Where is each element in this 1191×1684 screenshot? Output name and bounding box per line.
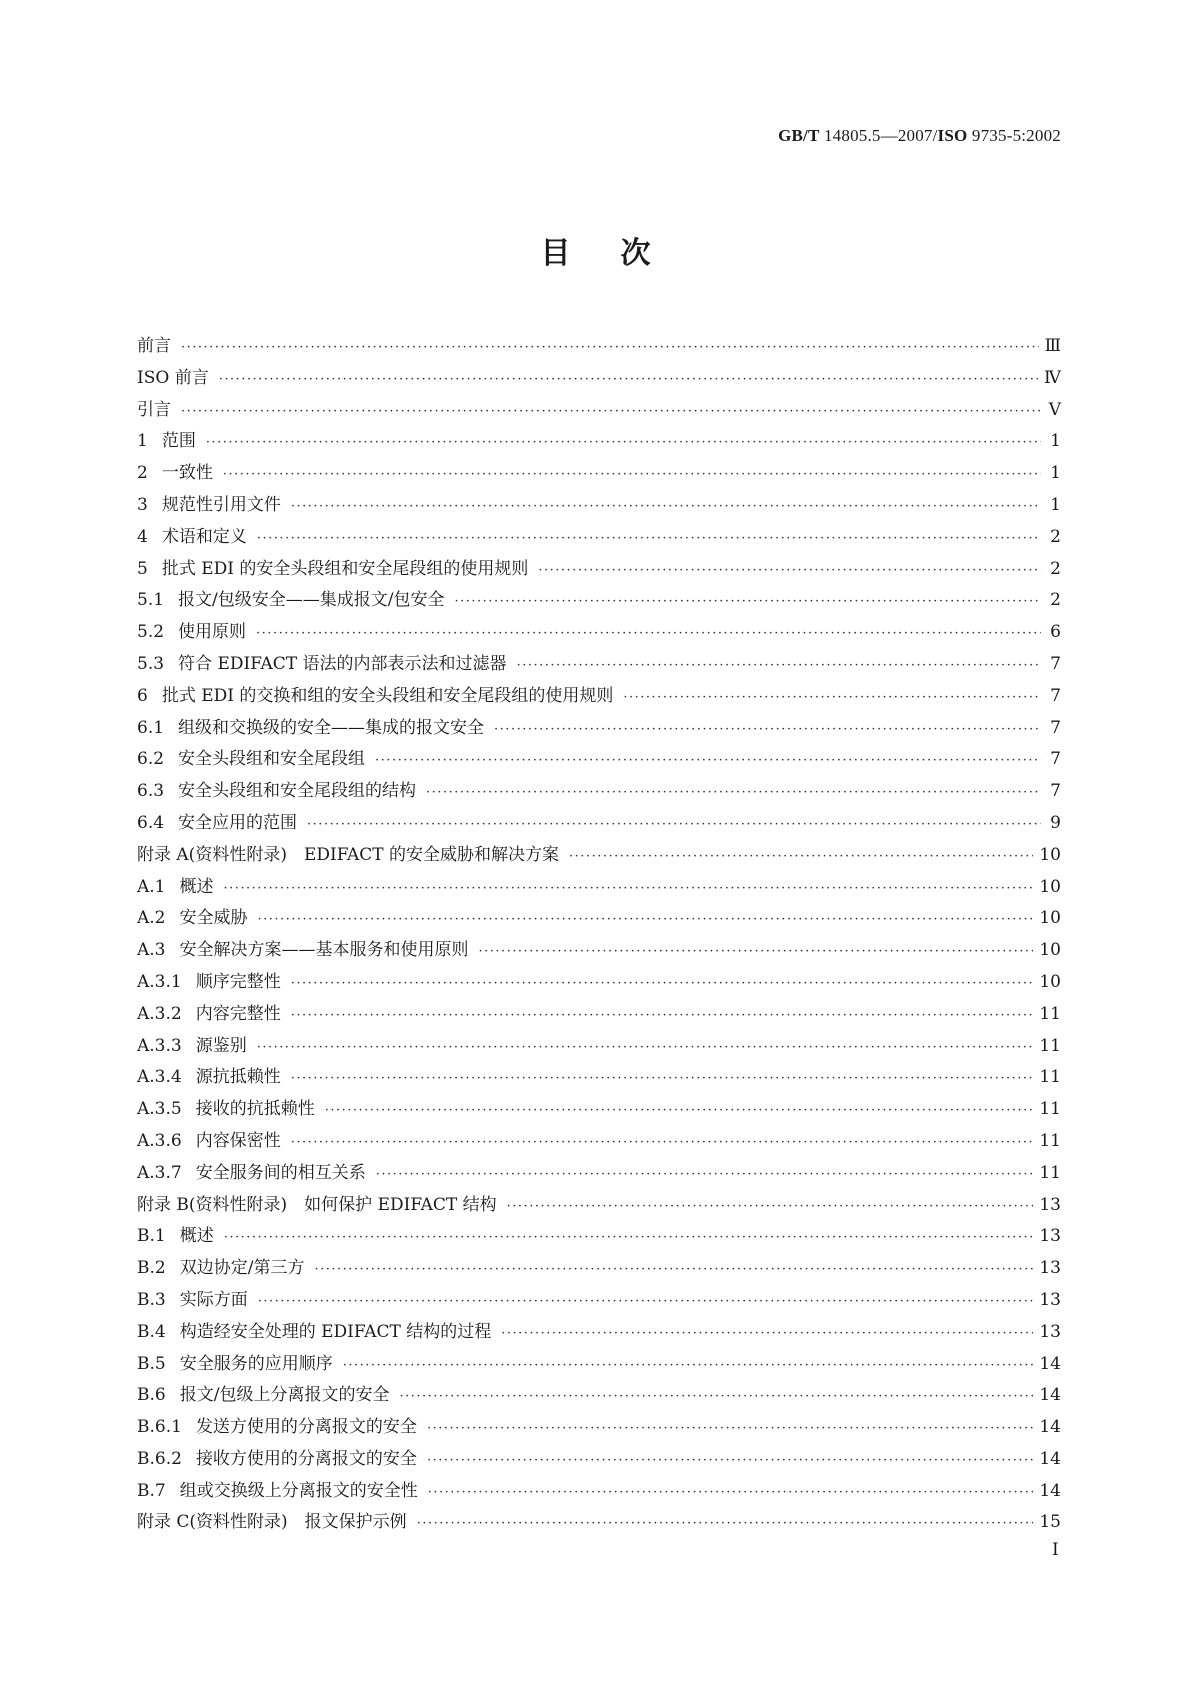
toc-dot-leader xyxy=(256,626,1041,641)
toc-entry-title xyxy=(137,744,365,769)
toc-entry-page: 13 xyxy=(1039,1321,1061,1342)
toc-entry[interactable] xyxy=(137,1476,1061,1508)
toc-entry-label: 安全服务间的相互关系 xyxy=(195,1162,366,1183)
toc-entry-number: 3 xyxy=(137,494,148,515)
table-of-contents xyxy=(137,331,1061,1539)
toc-entry-label: 附录 C(资料性附录) 报文保护示例 xyxy=(137,1512,407,1533)
toc-entry-title xyxy=(137,1507,407,1532)
toc-dot-leader xyxy=(623,690,1041,705)
toc-dot-leader xyxy=(291,976,1034,991)
toc-entry-page: Ⅴ xyxy=(1048,399,1061,420)
toc-entry[interactable] xyxy=(137,808,1061,840)
toc-entry-number: 5.3 xyxy=(137,653,165,674)
toc-dot-leader xyxy=(569,849,1033,864)
toc-dot-leader xyxy=(376,1167,1034,1182)
toc-entry[interactable] xyxy=(137,1158,1061,1190)
toc-entry-title xyxy=(137,1476,418,1501)
toc-entry-number: A.2 xyxy=(137,908,166,929)
toc-entry[interactable] xyxy=(137,458,1061,490)
toc-entry-label: 一致性 xyxy=(161,463,213,484)
toc-entry-title xyxy=(137,999,281,1024)
toc-dot-leader xyxy=(399,1389,1033,1404)
toc-dot-leader xyxy=(291,1008,1034,1023)
toc-dot-leader xyxy=(538,563,1041,578)
toc-dot-leader xyxy=(426,785,1041,800)
toc-dot-leader xyxy=(307,817,1041,832)
toc-entry-title xyxy=(137,649,507,674)
toc-entry-title xyxy=(137,1380,389,1405)
toc-entry-label: 源抗抵赖性 xyxy=(195,1067,281,1088)
toc-entry[interactable] xyxy=(137,872,1061,904)
toc-entry-page: 11 xyxy=(1039,1130,1061,1151)
toc-dot-leader xyxy=(291,1135,1034,1150)
toc-entry-number: A.1 xyxy=(137,876,166,897)
toc-entry-label: ISO 前言 xyxy=(137,367,209,388)
toc-entry-page: 10 xyxy=(1039,844,1061,865)
toc-entry-page: 6 xyxy=(1050,622,1061,643)
toc-entry-page: 11 xyxy=(1039,1003,1061,1024)
toc-entry-number: A.3.6 xyxy=(137,1130,182,1151)
toc-entry-title xyxy=(137,1062,281,1087)
toc-entry-number: B.1 xyxy=(137,1226,166,1247)
toc-entry-title xyxy=(137,1349,333,1374)
toc-entry-page: 2 xyxy=(1050,526,1061,547)
toc-entry[interactable] xyxy=(137,1221,1061,1253)
toc-entry[interactable] xyxy=(137,1062,1061,1094)
toc-dot-leader xyxy=(219,372,1038,387)
toc-entry-number: B.7 xyxy=(137,1480,166,1501)
toc-entry[interactable] xyxy=(137,1126,1061,1158)
toc-entry-page: 13 xyxy=(1039,1226,1061,1247)
toc-entry-number: A.3.2 xyxy=(137,1003,182,1024)
toc-entry-title xyxy=(137,840,559,865)
toc-entry[interactable] xyxy=(137,363,1061,395)
toc-dot-leader xyxy=(517,658,1041,673)
toc-entry-page: 7 xyxy=(1050,781,1061,802)
toc-entry-page: 1 xyxy=(1050,431,1061,452)
toc-entry[interactable] xyxy=(137,1253,1061,1285)
toc-entry-label: 附录 A(资料性附录) EDIFACT 的安全威胁和解决方案 xyxy=(137,844,560,865)
toc-entry-label: 安全威胁 xyxy=(179,908,248,929)
toc-entry[interactable] xyxy=(137,1190,1061,1222)
toc-entry-title xyxy=(137,1317,491,1342)
toc-entry[interactable] xyxy=(137,840,1061,872)
toc-entry-number: 6.4 xyxy=(137,812,165,833)
toc-entry-title xyxy=(137,776,416,801)
toc-entry-page: 7 xyxy=(1050,653,1061,674)
toc-entry-page: 10 xyxy=(1039,908,1061,929)
toc-entry-label: 批式 EDI 的交换和组的安全头段组和安全尾段组的使用规则 xyxy=(161,685,614,706)
toc-dot-leader xyxy=(427,1421,1033,1436)
toc-entry-page: 7 xyxy=(1050,685,1061,706)
toc-entry[interactable] xyxy=(137,395,1061,427)
toc-entry-number: B.2 xyxy=(137,1258,166,1279)
toc-entry-title xyxy=(137,458,213,483)
standard-code-iso: ISO xyxy=(937,126,968,145)
toc-entry[interactable] xyxy=(137,1031,1061,1063)
toc-dot-leader xyxy=(343,1358,1034,1373)
toc-entry-number: 5.2 xyxy=(137,622,165,643)
toc-entry-page: 7 xyxy=(1050,717,1061,738)
toc-entry-page: 14 xyxy=(1039,1417,1061,1438)
toc-entry-title xyxy=(137,585,445,610)
toc-entry-page: 7 xyxy=(1050,749,1061,770)
toc-entry-label: 报文/包级上分离报文的安全 xyxy=(179,1385,390,1406)
toc-dot-leader xyxy=(257,1040,1034,1055)
toc-entry-number: 6 xyxy=(137,685,148,706)
toc-dot-leader xyxy=(314,1262,1033,1277)
page-folio: I xyxy=(1052,1540,1059,1560)
toc-entry[interactable] xyxy=(137,776,1061,808)
toc-entry-label: 范围 xyxy=(161,431,196,452)
toc-dot-leader xyxy=(224,1230,1034,1245)
standard-code-iso-number: 9735-5:2002 xyxy=(967,126,1061,145)
toc-entry-number: A.3.5 xyxy=(137,1099,182,1120)
toc-entry[interactable] xyxy=(137,1285,1061,1317)
page-title: 目次 xyxy=(540,236,701,271)
toc-entry-page: 2 xyxy=(1050,558,1061,579)
toc-entry-page: 2 xyxy=(1050,590,1061,611)
toc-entry-title xyxy=(137,331,171,356)
toc-entry-page: 11 xyxy=(1039,1035,1061,1056)
toc-dot-leader xyxy=(479,944,1034,959)
toc-entry-page: 14 xyxy=(1039,1480,1061,1501)
toc-entry[interactable] xyxy=(137,1380,1061,1412)
toc-entry-title xyxy=(137,1094,315,1119)
toc-entry[interactable] xyxy=(137,1507,1061,1539)
toc-entry-label: 引言 xyxy=(137,399,171,420)
toc-entry-title xyxy=(137,903,248,928)
toc-entry[interactable] xyxy=(137,744,1061,776)
toc-entry-label: 安全解决方案——基本服务和使用原则 xyxy=(179,940,469,961)
toc-entry-number: 5 xyxy=(137,558,148,579)
toc-entry-title xyxy=(137,1412,417,1437)
toc-entry[interactable] xyxy=(137,1349,1061,1381)
toc-dot-leader xyxy=(417,1516,1034,1531)
toc-entry-number: 5.1 xyxy=(137,590,165,611)
toc-entry[interactable] xyxy=(137,1412,1061,1444)
toc-entry-title xyxy=(137,1126,281,1151)
toc-entry[interactable] xyxy=(137,554,1061,586)
toc-entry-title xyxy=(137,967,281,992)
toc-entry-title xyxy=(137,1221,214,1246)
toc-entry[interactable] xyxy=(137,522,1061,554)
toc-entry-title xyxy=(137,808,297,833)
toc-entry-page: 1 xyxy=(1050,494,1061,515)
toc-entry-page: 11 xyxy=(1039,1099,1061,1120)
toc-entry[interactable] xyxy=(137,617,1061,649)
toc-entry-title xyxy=(137,490,281,515)
toc-entry-label: 组级和交换级的安全——集成的报文安全 xyxy=(178,717,485,738)
toc-entry-label: 安全服务的应用顺序 xyxy=(179,1353,333,1374)
toc-dot-leader xyxy=(257,531,1041,546)
toc-entry-label: 概述 xyxy=(179,876,214,897)
toc-entry-page: 14 xyxy=(1039,1353,1061,1374)
toc-entry-label: 规范性引用文件 xyxy=(161,494,281,515)
toc-entry-title xyxy=(137,935,469,960)
toc-entry-label: 实际方面 xyxy=(179,1289,248,1310)
toc-entry[interactable] xyxy=(137,713,1061,745)
toc-entry-number: B.3 xyxy=(137,1289,166,1310)
toc-entry[interactable] xyxy=(137,1317,1061,1349)
toc-entry[interactable] xyxy=(137,1444,1061,1476)
toc-entry-label: 前言 xyxy=(137,336,171,356)
toc-entry-page: 11 xyxy=(1039,1067,1061,1088)
toc-entry-number: 6.1 xyxy=(137,717,165,738)
toc-entry-page: 14 xyxy=(1039,1448,1061,1469)
toc-entry-number: 6.2 xyxy=(137,749,165,770)
toc-entry-page: 13 xyxy=(1039,1289,1061,1310)
toc-entry[interactable] xyxy=(137,649,1061,681)
toc-entry-label: 构造经安全处理的 EDIFACT 结构的过程 xyxy=(179,1321,492,1342)
toc-entry-title xyxy=(137,395,171,420)
toc-entry[interactable] xyxy=(137,967,1061,999)
standard-code-header xyxy=(778,126,1061,146)
toc-entry[interactable] xyxy=(137,999,1061,1031)
toc-entry[interactable] xyxy=(137,331,1061,363)
toc-entry-number: A.3.7 xyxy=(137,1162,182,1183)
toc-entry[interactable] xyxy=(137,935,1061,967)
toc-entry-number: 2 xyxy=(137,463,148,484)
toc-entry-label: 概述 xyxy=(179,1226,214,1247)
toc-entry-page: 13 xyxy=(1039,1194,1061,1215)
toc-entry-label: 安全头段组和安全尾段组的结构 xyxy=(178,781,417,802)
toc-entry-page: Ⅲ xyxy=(1044,336,1061,356)
toc-entry-number: 1 xyxy=(137,431,148,452)
toc-dot-leader xyxy=(258,912,1034,927)
toc-entry-page: 11 xyxy=(1039,1162,1061,1183)
toc-dot-leader xyxy=(181,404,1041,419)
toc-entry-page: 10 xyxy=(1039,940,1061,961)
toc-entry-page: 10 xyxy=(1039,876,1061,897)
toc-entry-page: 9 xyxy=(1050,812,1061,833)
toc-entry[interactable] xyxy=(137,585,1061,617)
toc-dot-leader xyxy=(258,1294,1034,1309)
toc-entry-title xyxy=(137,1031,247,1056)
toc-dot-leader xyxy=(291,499,1041,514)
toc-entry-label: 源鉴别 xyxy=(195,1035,247,1056)
toc-entry-number: A.3.3 xyxy=(137,1035,182,1056)
toc-entry[interactable] xyxy=(137,490,1061,522)
toc-entry-label: 术语和定义 xyxy=(161,526,247,547)
toc-entry-label: 发送方使用的分离报文的安全 xyxy=(195,1417,417,1438)
toc-entry-label: 双边协定/第三方 xyxy=(179,1258,305,1279)
toc-dot-leader xyxy=(455,594,1041,609)
toc-entry-number: A.3 xyxy=(137,940,166,961)
toc-dot-leader xyxy=(206,435,1041,450)
toc-dot-leader xyxy=(325,1103,1034,1118)
toc-entry-title xyxy=(137,1444,417,1469)
toc-entry[interactable] xyxy=(137,903,1061,935)
toc-entry-number: 6.3 xyxy=(137,781,165,802)
toc-entry-number: A.3.1 xyxy=(137,971,182,992)
toc-entry-title xyxy=(137,713,484,738)
toc-dot-leader xyxy=(223,467,1041,482)
toc-entry-label: 内容保密性 xyxy=(195,1130,281,1151)
toc-entry-label: 组或交换级上分离报文的安全性 xyxy=(179,1480,418,1501)
toc-entry-title xyxy=(137,1253,304,1278)
toc-entry-page: 13 xyxy=(1039,1258,1061,1279)
toc-dot-leader xyxy=(494,722,1041,737)
toc-entry-label: 使用原则 xyxy=(178,622,247,643)
toc-entry-title xyxy=(137,1190,497,1215)
toc-entry[interactable] xyxy=(137,426,1061,458)
toc-entry-number: A.3.4 xyxy=(137,1067,182,1088)
toc-entry-page: Ⅳ xyxy=(1044,367,1061,388)
standard-code-number: 14805.5—2007/ xyxy=(819,126,938,145)
toc-entry[interactable] xyxy=(137,1094,1061,1126)
toc-entry-label: 接收的抗抵赖性 xyxy=(195,1099,315,1120)
toc-dot-leader xyxy=(427,1453,1033,1468)
toc-entry-page: 10 xyxy=(1039,971,1061,992)
toc-entry-title xyxy=(137,554,528,579)
toc-dot-leader xyxy=(501,1326,1033,1341)
toc-entry-label: 内容完整性 xyxy=(195,1003,281,1024)
toc-dot-leader xyxy=(181,340,1039,355)
toc-entry-number: 4 xyxy=(137,526,148,547)
toc-entry-page: 14 xyxy=(1039,1385,1061,1406)
toc-entry-title xyxy=(137,617,246,642)
toc-entry-number: B.6.2 xyxy=(137,1448,182,1469)
toc-entry-label: 附录 B(资料性附录) 如何保护 EDIFACT 结构 xyxy=(137,1194,497,1215)
toc-entry-title xyxy=(137,522,247,547)
toc-entry-title xyxy=(137,1285,248,1310)
toc-entry-title xyxy=(137,681,613,706)
toc-dot-leader xyxy=(507,1199,1034,1214)
toc-entry-page: 15 xyxy=(1039,1512,1061,1533)
toc-dot-leader xyxy=(375,753,1041,768)
toc-entry-label: 顺序完整性 xyxy=(195,971,281,992)
toc-entry-title xyxy=(137,363,209,388)
toc-entry-label: 安全应用的范围 xyxy=(178,812,298,833)
toc-entry-label: 报文/包级安全——集成报文/包安全 xyxy=(178,590,445,611)
toc-entry-number: B.6 xyxy=(137,1385,166,1406)
toc-entry-number: B.5 xyxy=(137,1353,166,1374)
toc-entry-title xyxy=(137,426,196,451)
toc-entry-label: 符合 EDIFACT 语法的内部表示法和过滤器 xyxy=(178,653,507,674)
toc-dot-leader xyxy=(224,881,1034,896)
toc-entry-label: 批式 EDI 的安全头段组和安全尾段组的使用规则 xyxy=(161,558,529,579)
toc-entry-title xyxy=(137,872,214,897)
toc-dot-leader xyxy=(428,1485,1034,1500)
toc-entry[interactable] xyxy=(137,681,1061,713)
toc-entry-label: 接收方使用的分离报文的安全 xyxy=(195,1448,417,1469)
toc-entry-label: 安全头段组和安全尾段组 xyxy=(178,749,366,770)
toc-entry-number: B.4 xyxy=(137,1321,166,1342)
toc-dot-leader xyxy=(291,1071,1034,1086)
toc-entry-title xyxy=(137,1158,366,1183)
toc-entry-number: B.6.1 xyxy=(137,1417,182,1438)
toc-entry-page: 1 xyxy=(1050,463,1061,484)
standard-code-prefix: GB/T xyxy=(778,126,820,145)
